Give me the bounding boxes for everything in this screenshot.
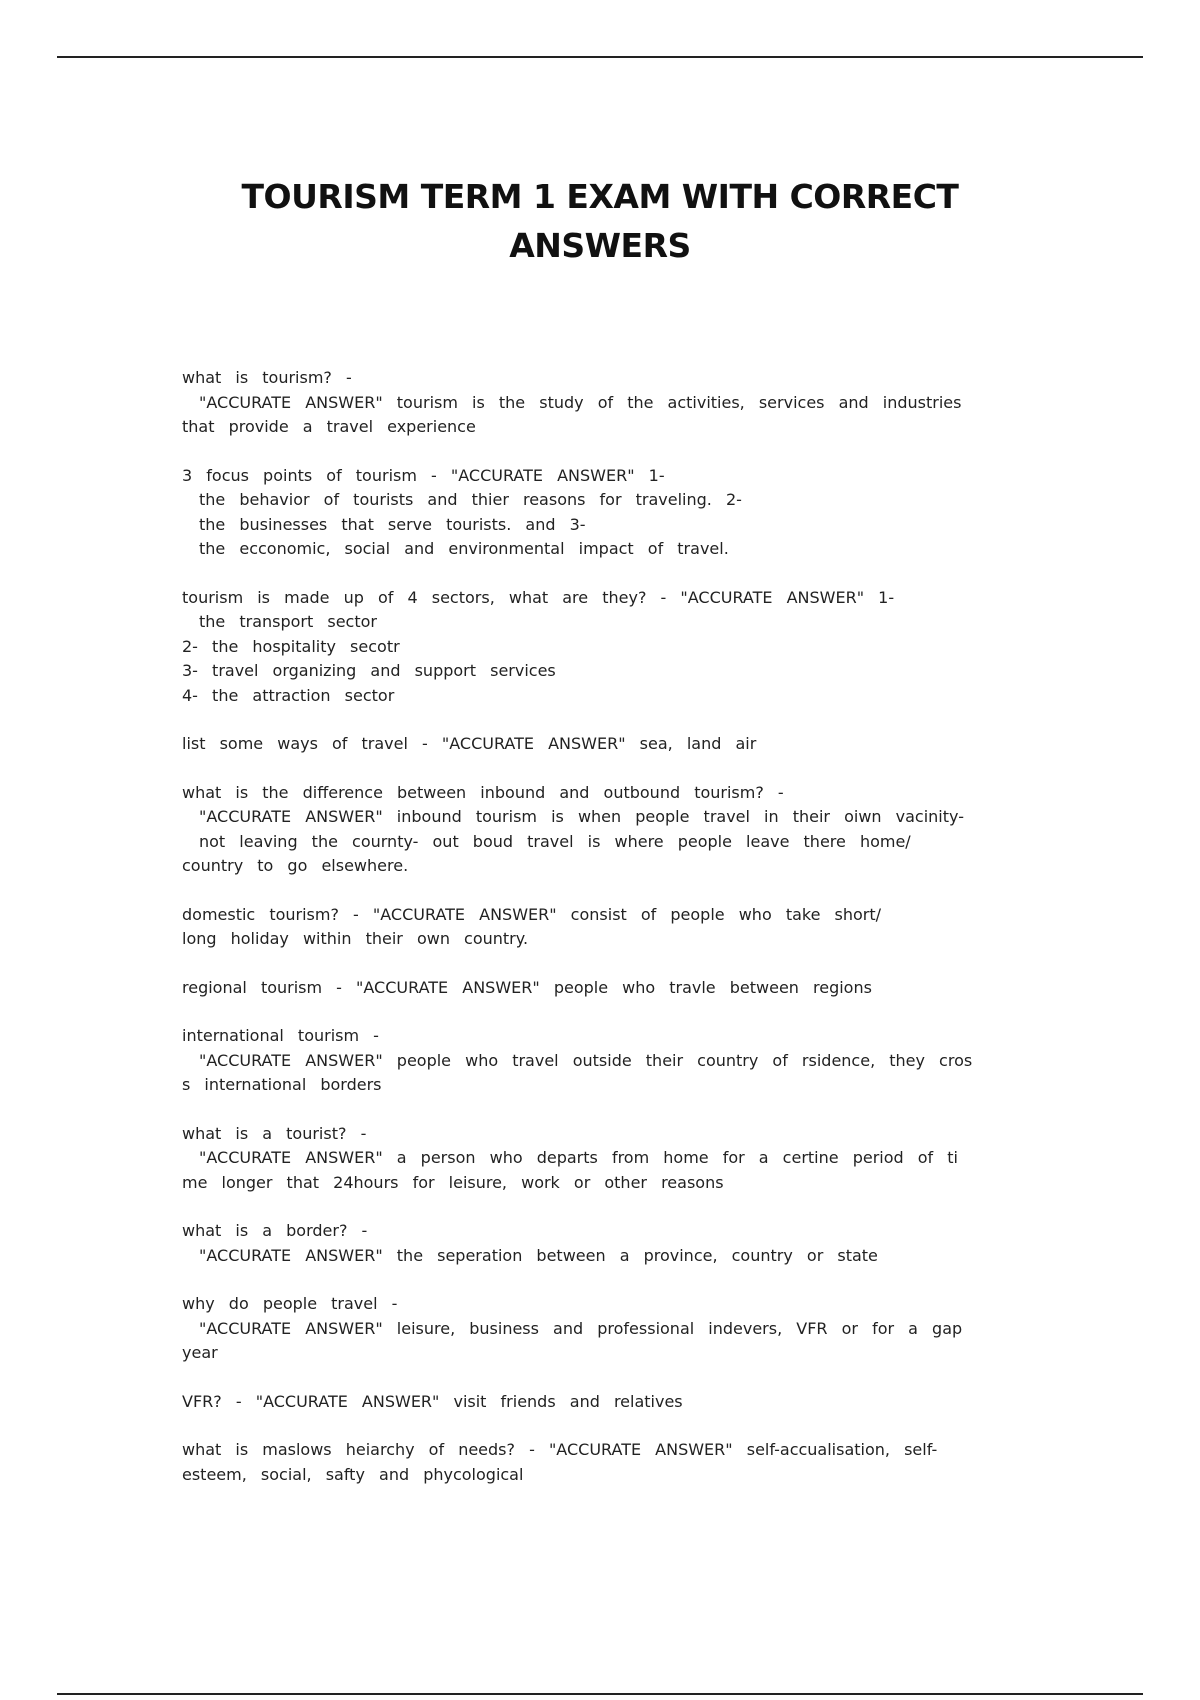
qa-list: [182, 366, 1022, 1511]
qa-line: what is maslows heiarchy of needs? - "ACCURATE ANSWER" self-accualisation, self-: [182, 1440, 938, 1459]
qa-line: 3 focus points of tourism - "ACCURATE ANSWER" 1-: [182, 465, 665, 485]
qa-line: tourism is made up of 4 sectors, what are they? - "ACCURATE ANSWER" 1-: [182, 587, 895, 607]
qa-line: "ACCURATE ANSWER" people who travel outside their country of rsidence, they cros: [199, 1050, 973, 1070]
qa-line: "ACCURATE ANSWER" a person who departs from home for a certine period of ti: [199, 1148, 958, 1167]
title-line-2: ANSWERS: [509, 226, 691, 265]
qa-item: [182, 464, 1022, 562]
qa-line: esteem, social, safty and phycological: [182, 1464, 524, 1484]
qa-line: what is a tourist? -: [182, 1123, 367, 1143]
qa-line: not leaving the cournty- out boud travel is where people leave there home/: [199, 831, 911, 851]
qa-line: the behavior of tourists and thier reasons for traveling. 2-: [199, 490, 742, 509]
qa-line: 3- travel organizing and support services: [182, 661, 556, 680]
qa-line: list some ways of travel - "ACCURATE ANSWER" sea, land air: [182, 734, 757, 753]
qa-line: domestic tourism? - "ACCURATE ANSWER" consist of people who take short/: [182, 904, 882, 924]
qa-line: the ecconomic, social and environmental impact of travel.: [199, 539, 729, 558]
qa-line: "ACCURATE ANSWER" leisure, business and professional indevers, VFR or for a gap: [199, 1318, 963, 1338]
qa-item: [182, 1024, 1022, 1098]
qa-line: year: [182, 1343, 218, 1362]
qa-line: s international borders: [182, 1075, 382, 1094]
qa-item: [182, 366, 1022, 440]
qa-line: "ACCURATE ANSWER" the seperation between a province, country or state: [199, 1245, 878, 1265]
top-rule: [57, 56, 1143, 58]
qa-item: [182, 1438, 1022, 1487]
qa-line: why do people travel -: [182, 1294, 398, 1313]
qa-line: VFR? - "ACCURATE ANSWER" visit friends and relatives: [182, 1391, 683, 1411]
qa-line: the transport sector: [199, 612, 377, 631]
qa-line: long holiday within their own country.: [182, 929, 529, 948]
qa-line: what is tourism? -: [182, 368, 352, 387]
qa-item: [182, 781, 1022, 879]
qa-line: "ACCURATE ANSWER" tourism is the study of the activities, services and industries: [199, 392, 962, 412]
qa-item: [182, 903, 1022, 952]
qa-line: international tourism -: [182, 1026, 379, 1045]
qa-item: [182, 976, 1022, 1001]
qa-item: [182, 732, 1022, 757]
qa-line: "ACCURATE ANSWER" inbound tourism is when people travel in their oiwn vacinity-: [199, 807, 964, 826]
qa-line: me longer that 24hours for leisure, work or other reasons: [182, 1172, 724, 1192]
qa-line: regional tourism - "ACCURATE ANSWER" people who travle between regions: [182, 977, 872, 997]
qa-line: that provide a travel experience: [182, 417, 476, 436]
qa-line: country to go elsewhere.: [182, 856, 409, 875]
qa-line: 4- the attraction sector: [182, 685, 395, 705]
qa-item: [182, 1292, 1022, 1366]
qa-line: what is the difference between inbound and outbound tourism? -: [182, 782, 784, 802]
qa-line: the businesses that serve tourists. and 3-: [199, 514, 586, 534]
title-line-1: TOURISM TERM 1 EXAM WITH CORRECT: [241, 177, 959, 216]
qa-line: what is a border? -: [182, 1221, 368, 1240]
bottom-rule: [57, 1693, 1143, 1695]
qa-line: 2- the hospitality secotr: [182, 636, 400, 656]
document-title: [0, 172, 1200, 270]
qa-item: [182, 1219, 1022, 1268]
qa-item: [182, 1122, 1022, 1196]
qa-item: [182, 1390, 1022, 1415]
qa-item: [182, 586, 1022, 709]
